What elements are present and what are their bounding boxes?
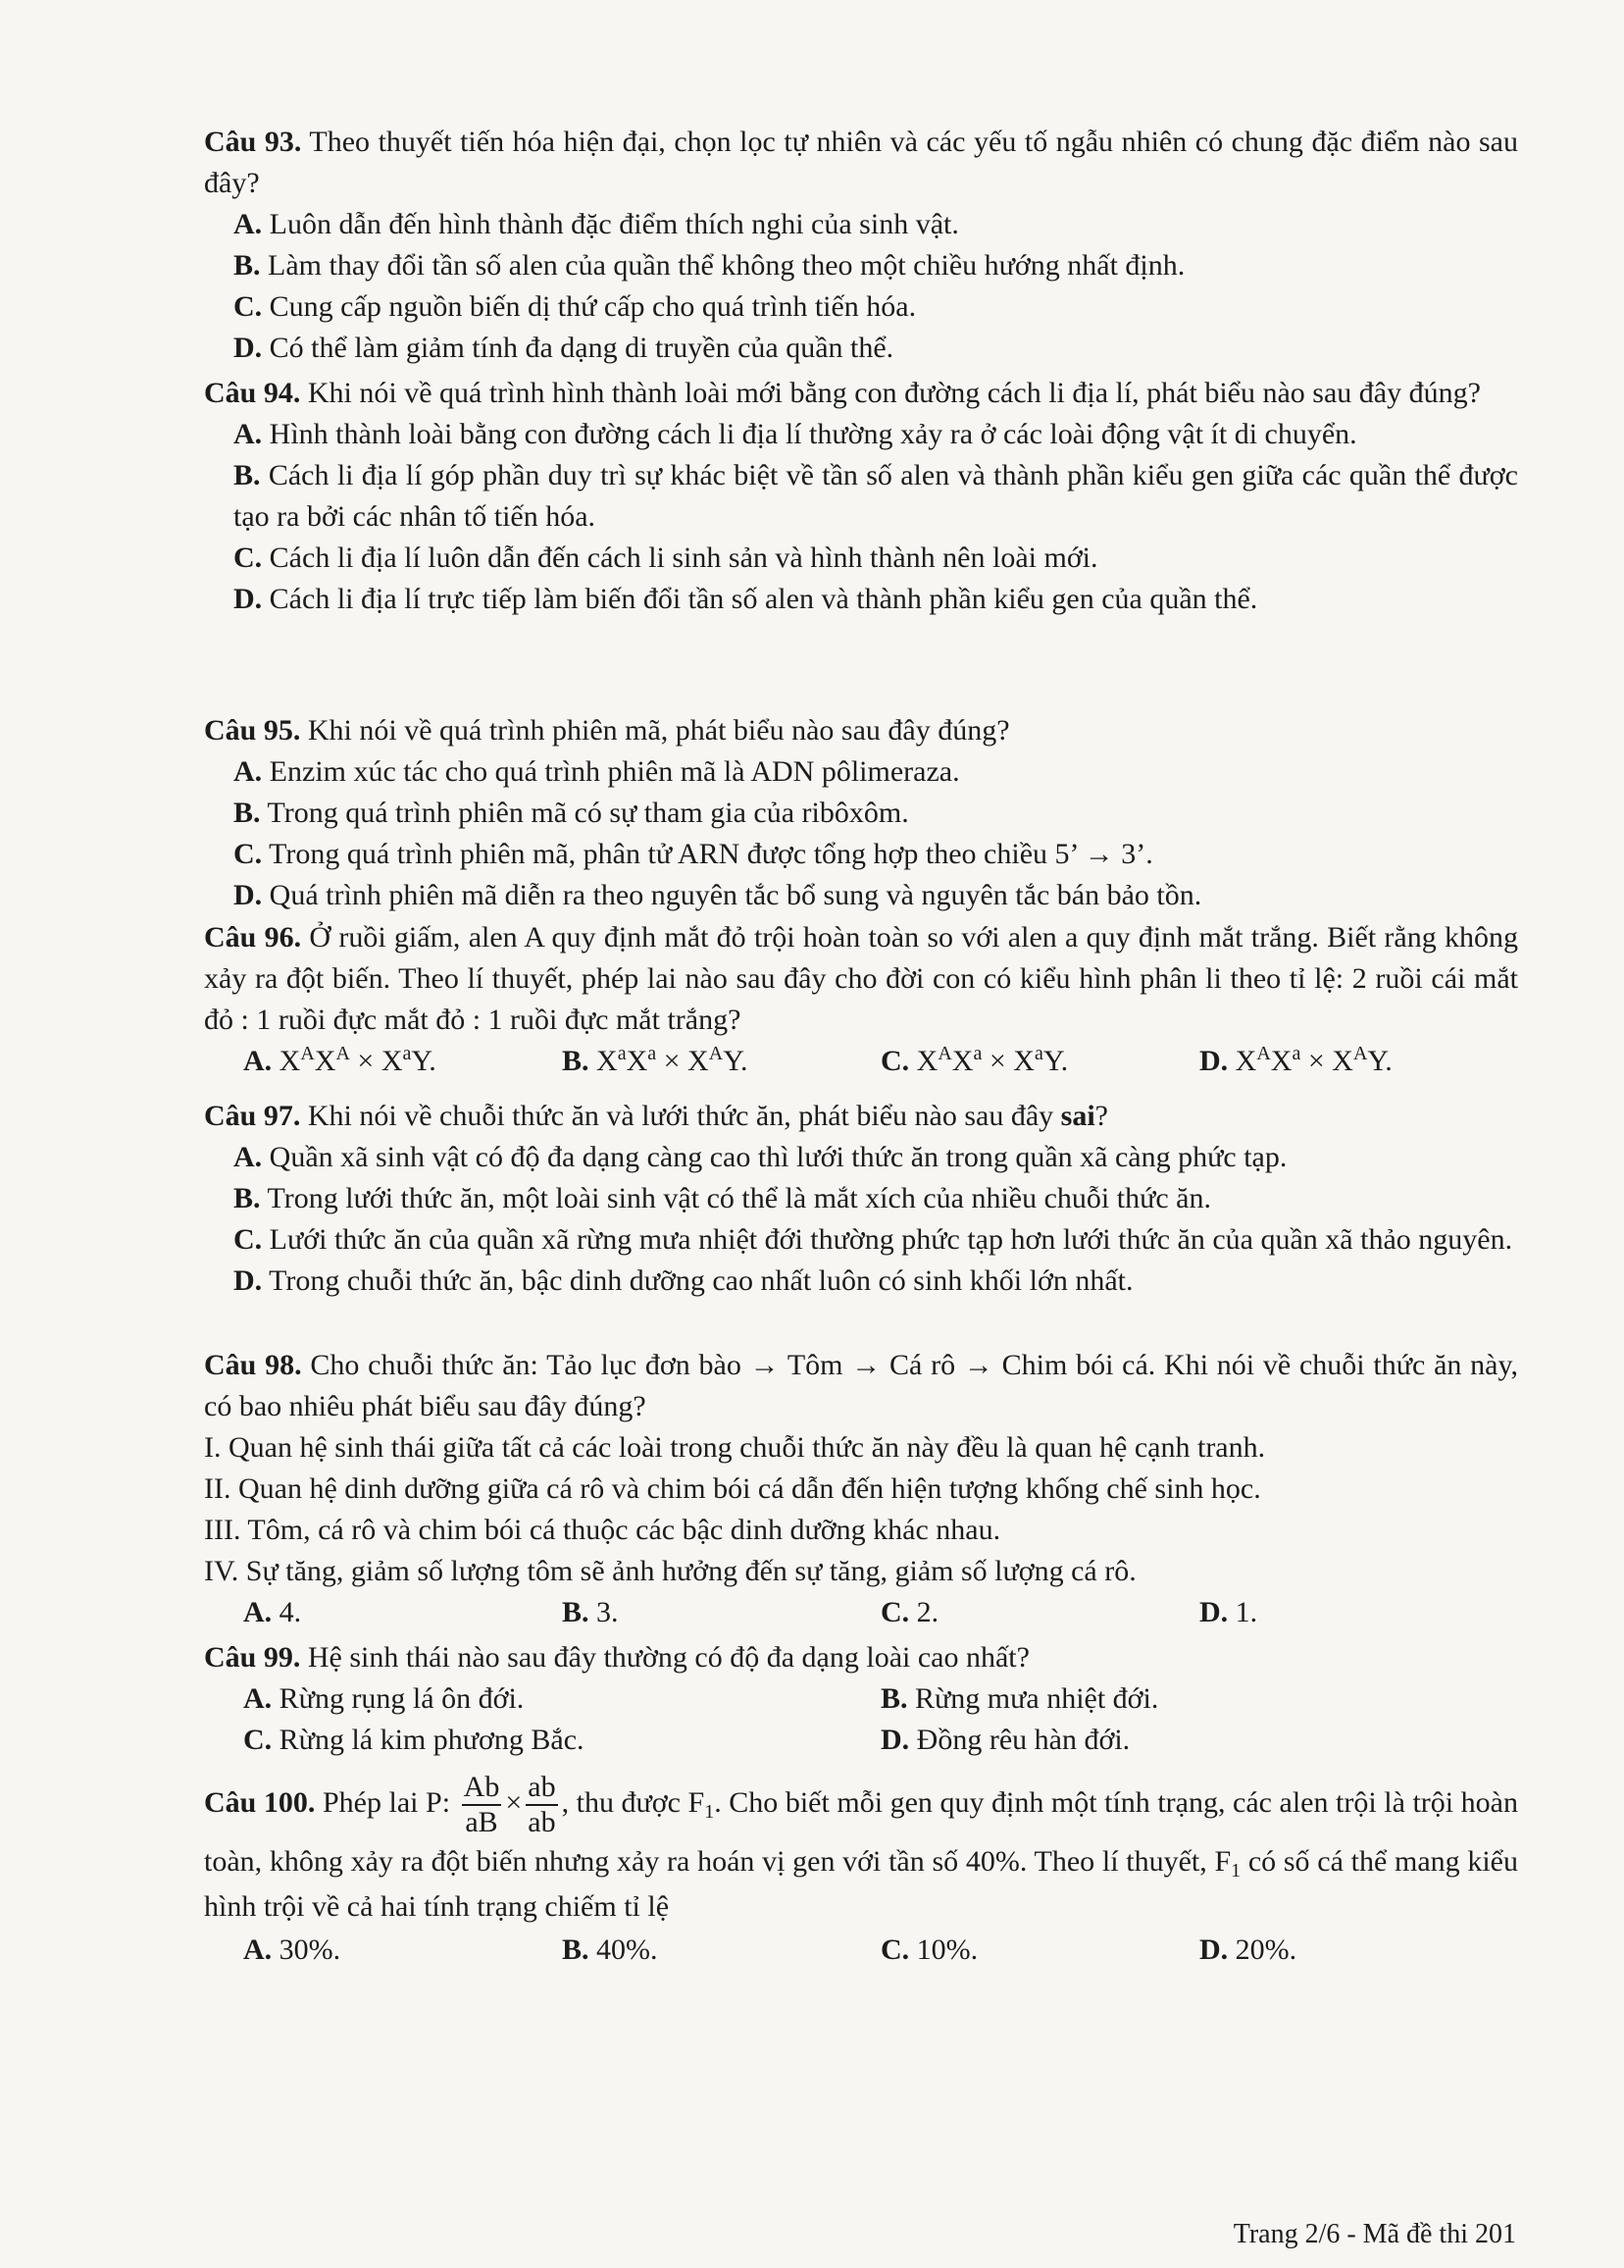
- genotype-fraction-1: $\frac{Ab}{aB}$: [463, 1771, 500, 1838]
- option-d: D. Có thể làm giảm tính đa dạng di truyền của quần thể.: [233, 332, 894, 364]
- statement-2: II. Quan hệ dinh dưỡng giữa cá rô và chim bói cá dẫn đến hiện tượng khống chế sinh học.: [204, 1472, 1261, 1505]
- question-number: Câu 94.: [204, 377, 301, 409]
- statement-3: III. Tôm, cá rô và chim bói cá thuộc các bậc dinh dưỡng khác nhau.: [204, 1514, 1001, 1546]
- question-97: [204, 1096, 1518, 1302]
- question-stem: [204, 1637, 1518, 1678]
- option-b: B. Cách li địa lí góp phần duy trì sự khác biệt về tần số alen và thành phần kiểu gen giữa các quần thể được tạo ra bởi các nhân tố tiến hóa.: [233, 459, 1518, 533]
- question-text: Ở ruồi giấm, alen A quy định mắt đỏ trội hoàn toàn so với alen a quy định mắt trắng. Biết rằng không xảy ra đột biến. Theo lí thuyết, phép lai nào sau đây cho đời con có kiểu hình phân li theo tỉ lệ: 2 ruồi cái mắt đỏ : 1 ruồi đực mắt đỏ : 1 ruồi đực mắt trắng?: [204, 921, 1518, 1036]
- option-c: C. Lưới thức ăn của quần xã rừng mưa nhiệt đới thường phức tạp hơn lưới thức ăn của quần xã thảo nguyên.: [233, 1223, 1513, 1256]
- option-d: D. 1.: [1199, 1596, 1258, 1628]
- statement-1: I. Quan hệ sinh thái giữa tất cả các loài trong chuỗi thức ăn này đều là quan hệ cạnh tranh.: [204, 1431, 1266, 1464]
- option-a: A. Enzim xúc tác cho quá trình phiên mã là ADN pôlimeraza.: [233, 755, 960, 788]
- question-100: [204, 1771, 1518, 1971]
- question-number: Câu 100.: [204, 1785, 316, 1819]
- question-number: Câu 99.: [204, 1641, 301, 1674]
- page-footer: Trang 2/6 - Mã đề thi 201: [1233, 2219, 1516, 2249]
- option-a: A. 4.: [243, 1596, 302, 1628]
- option-d: D. Đồng rêu hàn đới.: [881, 1724, 1131, 1756]
- question-number: Câu 93.: [204, 126, 302, 158]
- option-d: D. $X^AX^a \times X^AY$.: [1199, 1043, 1393, 1077]
- option-c: C. 10%.: [881, 1933, 979, 1966]
- question-93: [204, 122, 1518, 369]
- options-row: [204, 1041, 1518, 1082]
- question-text: Khi nói về quá trình phiên mã, phát biểu nào sau đây đúng?: [307, 714, 1010, 747]
- option-c: C. Cách li địa lí luôn dẫn đến cách li sinh sản và hình thành nên loài mới.: [233, 541, 1098, 574]
- question-text: Hệ sinh thái nào sau đây thường có độ đa dạng loài cao nhất?: [307, 1641, 1030, 1674]
- question-stem: [204, 122, 1518, 204]
- option-b: B. $X^aX^a \times X^AY$.: [562, 1043, 748, 1077]
- option-b: B. Trong quá trình phiên mã có sự tham gia của ribôxôm.: [233, 797, 909, 829]
- option-c: C. 2.: [881, 1596, 939, 1628]
- option-a: A. Quần xã sinh vật có độ đa dạng càng cao thì lưới thức ăn trong quần xã càng phức tạp.: [233, 1141, 1288, 1173]
- option-b: B. Trong lưới thức ăn, một loài sinh vật có thể là mắt xích của nhiều chuỗi thức ăn.: [233, 1182, 1211, 1214]
- question-94: [204, 373, 1518, 620]
- option-a: A. Rừng rụng lá ôn đới.: [243, 1682, 525, 1715]
- question-stem: Câu 97. Khi nói về chuỗi thức ăn và lưới thức ăn, phát biểu nào sau đây sai?: [204, 1100, 1108, 1132]
- question-96: [204, 917, 1518, 1082]
- option-c: C. $X^AX^a \times X^aY$.: [881, 1043, 1069, 1077]
- option-c: C. Rừng lá kim phương Bắc.: [243, 1724, 584, 1756]
- option-a: A. Luôn dẫn đến hình thành đặc điểm thích nghi của sinh vật.: [233, 208, 959, 240]
- emphasis-sai: sai: [1060, 1100, 1095, 1132]
- option-d: D. 20%.: [1199, 1933, 1297, 1966]
- options-row: [204, 1592, 1518, 1633]
- option-c: C. Trong quá trình phiên mã, phân tử ARN được tổng hợp theo chiều 5’ → 3’.: [233, 838, 1153, 870]
- option-a: A. $X^AX^A \times X^aY$.: [243, 1043, 436, 1077]
- question-95: [204, 710, 1518, 916]
- question-98: [204, 1345, 1518, 1633]
- question-stem: [204, 710, 1518, 751]
- option-d: D. Trong chuỗi thức ăn, bậc dinh dưỡng cao nhất luôn có sinh khối lớn nhất.: [233, 1264, 1134, 1297]
- option-d: D. Quá trình phiên mã diễn ra theo nguyên tắc bổ sung và nguyên tắc bán bảo tồn.: [233, 879, 1202, 911]
- question-number: Câu 98.: [204, 1349, 302, 1381]
- option-b: B. Rừng mưa nhiệt đới.: [881, 1682, 1159, 1715]
- question-text: Khi nói về quá trình hình thành loài mới bằng con đường cách li địa lí, phát biểu nào sau đây đúng?: [307, 377, 1481, 409]
- option-a: A. 30%.: [243, 1933, 341, 1966]
- options-row: [204, 1930, 1518, 1971]
- option-b: B. 40%.: [562, 1933, 658, 1966]
- question-number: Câu 97.: [204, 1100, 301, 1132]
- option-b: B. 3.: [562, 1596, 619, 1628]
- question-stem: [204, 917, 1518, 1041]
- question-99: [204, 1637, 1518, 1761]
- question-text: Theo thuyết tiến hóa hiện đại, chọn lọc tự nhiên và các yếu tố ngẫu nhiên có chung đặc điểm nào sau đây?: [204, 126, 1518, 199]
- options-row: [204, 1720, 1518, 1761]
- question-stem: [204, 1345, 1518, 1427]
- question-stem: Câu 100. Phép lai P: $\frac{Ab}{aB}$ × $\frac{ab}{ab}$ , thu được $F_1$. Cho biết mỗi gen quy định một tính trạng, các alen trội là trội hoàn toàn, không xảy ra đột biến nhưng xảy ra hoán vị gen với tần số 40%. Theo lí thuyết, $F_1$ có số cá thể mang kiểu hình trội về cả hai tính trạng chiếm tỉ lệ: [204, 1771, 1519, 1923]
- genotype-fraction-2: $\frac{ab}{ab}$: [528, 1771, 556, 1838]
- question-stem: [204, 373, 1518, 414]
- option-a: A. Hình thành loài bằng con đường cách li địa lí thường xảy ra ở các loài động vật ít di chuyển.: [233, 418, 1357, 450]
- statement-4: IV. Sự tăng, giảm số lượng tôm sẽ ảnh hưởng đến sự tăng, giảm số lượng cá rô.: [204, 1555, 1137, 1587]
- question-text: Cho chuỗi thức ăn: Tảo lục đơn bào → Tôm → Cá rô → Chim bói cá. Khi nói về chuỗi thức ăn này, có bao nhiêu phát biểu sau đây đúng?: [204, 1349, 1519, 1422]
- option-d: D. Cách li địa lí trực tiếp làm biến đổi tần số alen và thành phần kiểu gen của quần thể.: [233, 583, 1258, 615]
- option-b: B. Làm thay đổi tần số alen của quần thể không theo một chiều hướng nhất định.: [233, 249, 1186, 282]
- options-row: [204, 1678, 1518, 1720]
- option-c: C. Cung cấp nguồn biến dị thứ cấp cho quá trình tiến hóa.: [233, 290, 917, 323]
- question-number: Câu 95.: [204, 714, 301, 747]
- question-number: Câu 96.: [204, 921, 302, 954]
